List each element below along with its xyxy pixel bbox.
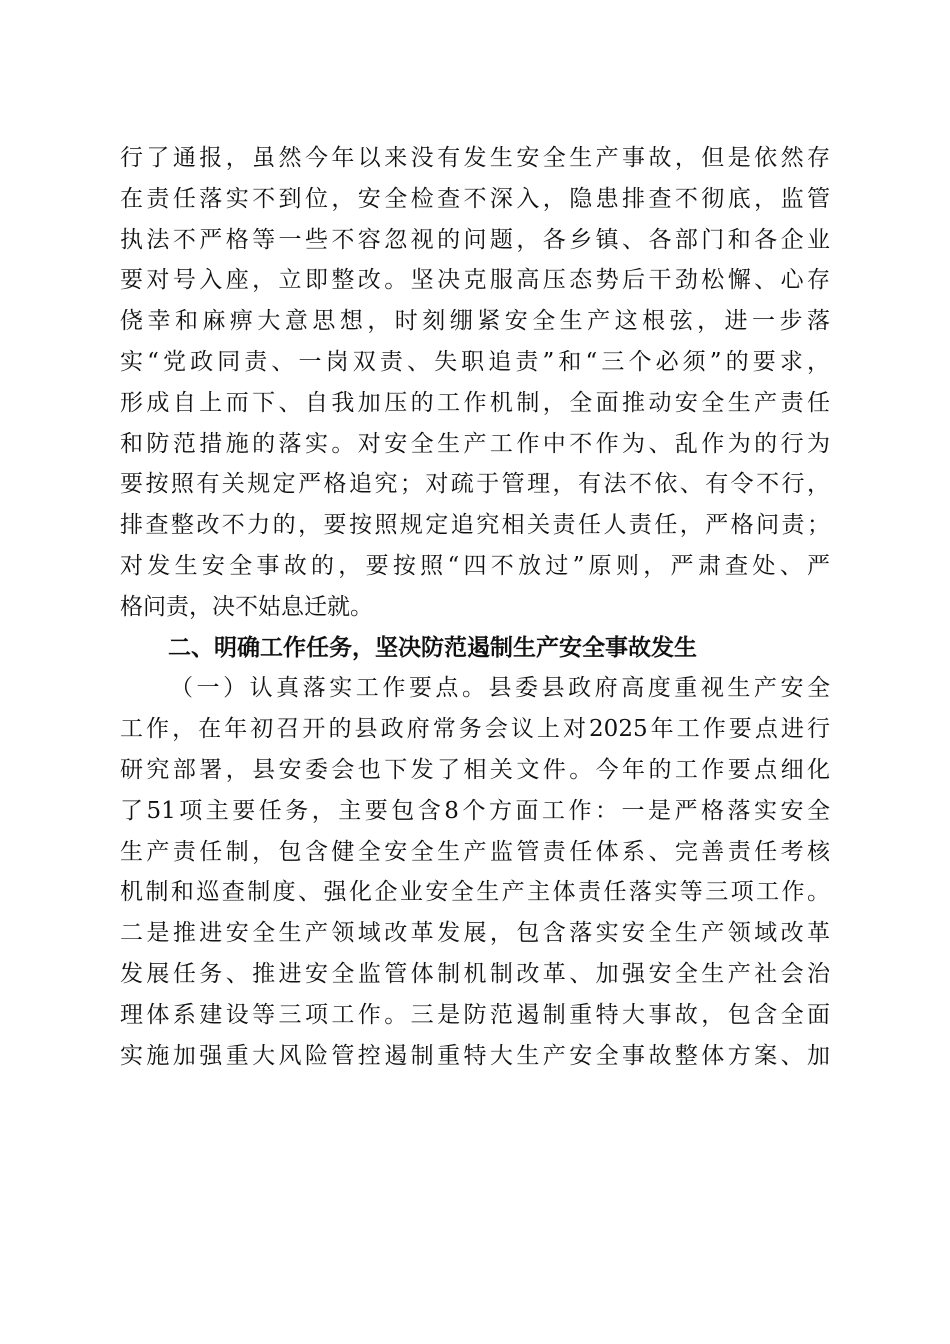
text-line: 二是推进安全生产领域改革发展，包含落实安全生产领域改革 (120, 920, 830, 947)
text-line: 格问责，决不姑息迁就。 (120, 593, 373, 620)
text-line: 要对号入座，立即整改。坚决克服高压态势后干劲松懈、心存 (120, 267, 830, 294)
text-line: 排查整改不力的，要按照规定追究相关责任人责任，严格问责； (120, 512, 830, 539)
text-line: 对发生安全事故的，要按照“四不放过”原则，严肃查处、严 (120, 552, 830, 579)
text-line: 要按照有关规定严格追究；对疏于管理，有法不依、有令不行， (120, 471, 830, 498)
text-line: 了51项主要任务，主要包含8个方面工作：一是严格落实安全 (120, 797, 830, 824)
text-line: 行了通报，虽然今年以来没有发生安全生产事故，但是依然存 (120, 145, 830, 171)
text-line: 实“党政同责、一岗双责、失职追责”和“三个必须”的要求， (120, 348, 830, 375)
text-line: 和防范措施的落实。对安全生产工作中不作为、乱作为的行为 (120, 430, 830, 457)
text-line: （一）认真落实工作要点。县委县政府高度重视生产安全 (170, 675, 830, 702)
text-line: 执法不严格等一些不容忽视的问题，各乡镇、各部门和各企业 (120, 226, 830, 253)
paragraph-accountability (120, 138, 830, 628)
text-line: 实施加强重大风险管控遏制重特大生产安全事故整体方案、加 (120, 1042, 830, 1069)
paragraph-work-points (120, 668, 830, 1076)
text-line: 研究部署，县安委会也下发了相关文件。今年的工作要点细化 (120, 756, 830, 783)
text-line: 工作，在年初召开的县政府常务会议上对2025年工作要点进行 (120, 716, 830, 743)
text-line: 理体系建设等三项工作。三是防范遏制重特大事故，包含全面 (120, 1001, 830, 1028)
text-line: 生产责任制，包含健全安全生产监管责任体系、完善责任考核 (120, 838, 830, 865)
text-line: 机制和巡查制度、强化企业安全生产主体责任落实等三项工作。 (120, 879, 830, 906)
section-heading: 二、明确工作任务，坚决防范遏制生产安全事故发生 (168, 633, 697, 661)
text-line: 形成自上而下、自我加压的工作机制，全面推动安全生产责任 (120, 389, 830, 416)
text-line: 发展任务、推进安全监管体制机制改革、加强安全生产社会治 (120, 960, 830, 987)
text-line: 侥幸和麻痹大意思想，时刻绷紧安全生产这根弦，进一步落 (120, 308, 830, 335)
text-line: 在责任落实不到位，安全检查不深入，隐患排查不彻底，监管 (120, 185, 830, 212)
